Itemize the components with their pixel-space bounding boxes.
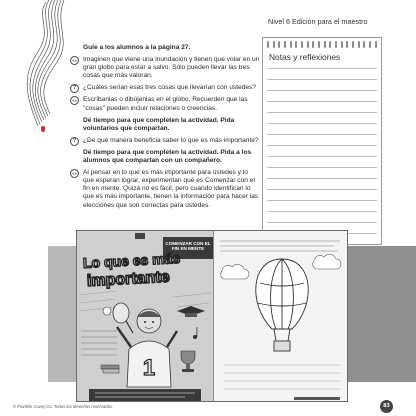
page-number-badge: 83	[380, 400, 393, 413]
worksheet-instruction-lines	[220, 241, 340, 251]
spiral-ring	[335, 41, 337, 48]
notes-ruled-line	[267, 123, 377, 124]
music-note-icon	[193, 327, 197, 339]
spiral-ring	[278, 41, 280, 48]
student-page-title-line1: Lo que es más	[82, 249, 181, 271]
book-stack-icon	[101, 365, 119, 373]
unit-tab-label	[135, 233, 145, 239]
notes-ruled-line	[267, 156, 377, 157]
notes-ruled-line	[267, 79, 377, 80]
spiral-ring	[346, 41, 348, 48]
notes-ruled-line	[267, 134, 377, 135]
spiral-ring	[295, 41, 297, 48]
student-page-title-line2: importante	[86, 268, 170, 290]
spiral-ring	[324, 41, 326, 48]
svg-text:1: 1	[142, 355, 156, 380]
student-illustration	[77, 291, 213, 401]
student-page-left	[77, 231, 213, 401]
hot-air-balloon-icon	[256, 259, 308, 351]
say-paragraph	[70, 56, 260, 80]
spiral-ring	[369, 41, 371, 48]
notes-ruled-line	[267, 90, 377, 91]
spiral-ring	[329, 41, 331, 48]
ask-question-icon: ?	[70, 137, 79, 146]
spiral-ring	[318, 41, 320, 48]
paragraph-text: Dé tiempo para que completen la actividad. Pida voluntarios que compartan.	[83, 116, 235, 132]
number-one-shirt-icon	[143, 355, 155, 380]
paragraph-text: Dé tiempo para que completen la actividad. Pida a los alumnos que compartan con un compañero.	[83, 148, 252, 165]
notes-ruled-line	[267, 189, 377, 190]
spiral-ring	[352, 41, 354, 48]
spiral-ring	[290, 41, 292, 48]
spiral-ring	[312, 41, 314, 48]
paragraph-text: Guíe a los alumnos a la página 27.	[83, 44, 191, 51]
spiral-ring	[307, 41, 309, 48]
red-tick-mark	[41, 126, 45, 132]
notes-ruled-line	[267, 167, 377, 168]
graduation-cap-icon	[177, 306, 205, 317]
ask-paragraph	[70, 137, 260, 145]
say-speech-icon: «»	[70, 169, 79, 178]
say-speech-icon: «»	[70, 96, 79, 105]
habit-ribbon: COMENZAR CON EL FIN EN MENTE	[163, 237, 213, 259]
say-paragraph	[70, 169, 260, 209]
notes-ruled-line	[267, 112, 377, 113]
spiral-ring	[363, 41, 365, 48]
notes-ruled-line	[267, 101, 377, 102]
spiral-ring	[284, 41, 286, 48]
ask-question-icon: ?	[70, 84, 79, 93]
spiral-ring	[273, 41, 275, 48]
student-page-right	[213, 231, 348, 401]
notes-ruled-line	[267, 222, 377, 223]
notes-box	[262, 37, 382, 245]
notes-title: Notas y reflexiones	[269, 52, 341, 62]
ask-paragraph	[70, 84, 260, 92]
spiral-ring	[267, 41, 269, 48]
spiral-ring	[358, 41, 360, 48]
answer-lines	[224, 365, 340, 389]
ball-icon	[103, 307, 111, 315]
trophy-icon	[181, 351, 195, 372]
spiral-ring	[341, 41, 343, 48]
paragraph-text: ¿De qué manera beneficia saber lo que es más importante?	[83, 136, 259, 144]
say-paragraph	[70, 96, 260, 112]
notes-ruled-line	[267, 211, 377, 212]
spiral-ring	[301, 41, 303, 48]
student-book-spread	[76, 230, 348, 402]
side-caption-lines	[81, 331, 117, 355]
notes-ruled-line	[267, 68, 377, 69]
tennis-racket-icon	[113, 303, 133, 333]
decorative-swirl-graphic	[0, 0, 80, 160]
paragraph-text: Escríbanlas o dibújenlas en el globo. Recuerden que las "cosas" pueden incluir relaciones o creencias.	[83, 96, 248, 112]
notes-ruled-line	[267, 145, 377, 146]
copyright-text: © Franklin Covey Co. Todos los derechos reservados.	[13, 404, 114, 409]
balloon-worksheet	[214, 231, 348, 401]
page-header-title: Nivel 6 Edición para el maestro	[268, 17, 368, 26]
lesson-instructions	[70, 44, 260, 214]
say-speech-icon: «»	[70, 56, 79, 65]
bottom-instruction-bar	[89, 389, 201, 401]
spiral-ring	[375, 41, 377, 48]
right-footer-bar	[294, 397, 340, 400]
paragraph-text: Imaginen que viene una inundación y tienen que volar en un gran globo para estar a salvo. Sólo pueden llevar las tres cosas que más valoran.	[83, 56, 260, 80]
notebook-spiral-rings	[263, 41, 381, 48]
notes-ruled-line	[267, 200, 377, 201]
instruction-paragraph	[70, 117, 260, 133]
notes-ruled-line	[267, 178, 377, 179]
instruction-paragraph	[70, 149, 260, 165]
instruction-paragraph	[70, 44, 260, 52]
paragraph-text: Al pensar en lo que es más importante para ustedes y lo que esperan lograr, experimentan qué es Comenzar con el fin en mente. Quizá no es fácil, pero cuando identifican lo que es más importante, tienen la información para hacer las elecciones que son correctas para ustedes.	[83, 169, 259, 209]
paragraph-text: ¿Cuáles serían esas tres cosas que llevarían con ustedes?	[83, 84, 256, 92]
